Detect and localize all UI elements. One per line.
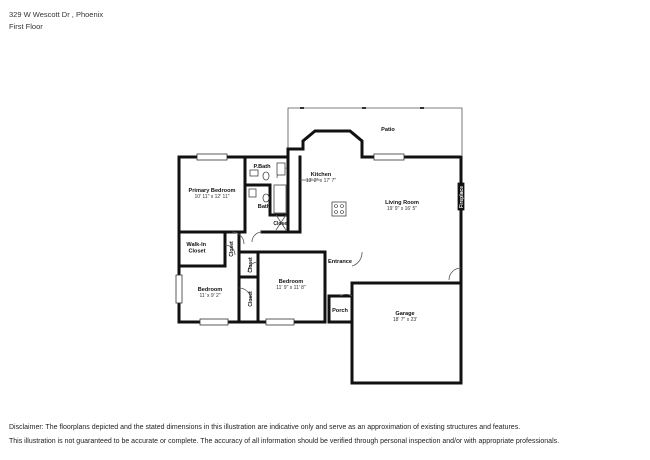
- room-pbath-label: P.Bath: [253, 164, 271, 170]
- floor-label: First Floor: [9, 22, 43, 31]
- exterior-walls: [179, 131, 461, 383]
- bath-fixtures: [249, 163, 286, 230]
- room-kitchen-label: Kitchen: [310, 172, 332, 178]
- room-garage-label: Garage: [395, 311, 415, 317]
- fireplace-label: Fireplace: [459, 186, 465, 208]
- room-garage-dims: 18' 7" x 23': [392, 317, 418, 323]
- room-closet-hall-label: Closet: [273, 221, 289, 227]
- room-bedroom-2-label: Bedroom: [278, 279, 304, 285]
- disclaimer-line-2: This illustration is not guaranteed to be accurate or complete. The accuracy of all information should be verified through personal inspection and/or with appropriate professionals.: [9, 438, 560, 445]
- room-primary-bedroom-label: Primary Bedroom: [188, 188, 236, 194]
- room-entrance-label: Entrance: [328, 259, 352, 265]
- room-closet-a-label: Closet: [229, 241, 235, 257]
- kitchen-fixtures: [300, 180, 346, 216]
- room-closet-b-label: Closet: [248, 257, 254, 273]
- room-patio-label: Patio: [381, 127, 395, 133]
- room-walkin-label: Walk-In Closet: [186, 242, 207, 255]
- room-porch-label: Porch: [332, 308, 348, 314]
- room-bedroom-1-dims: 11' x 9' 2": [199, 293, 221, 299]
- property-address: 329 W Wescott Dr , Phoenix: [9, 10, 104, 19]
- disclaimer-line-1: Disclaimer: The floorplans depicted and the stated dimensions in this illustration are indicative only and serve as an approximation of existing structures and features.: [9, 424, 521, 431]
- room-closet-c-label: Closet: [248, 291, 254, 307]
- room-bedroom-1-label: Bedroom: [197, 287, 223, 293]
- door-swings: [225, 168, 461, 300]
- room-living-dims: 19' 9" x 16' 5": [386, 206, 418, 212]
- room-living-label: Living Room: [385, 200, 419, 206]
- room-bedroom-2-dims: 11' 9" x 11' 8": [276, 285, 306, 291]
- room-primary-bedroom-dims: 10' 11" x 12' 11": [194, 194, 230, 200]
- room-kitchen-dims: 13' 2" x 17' 7": [305, 178, 337, 184]
- room-bath-label: Bath: [257, 204, 271, 210]
